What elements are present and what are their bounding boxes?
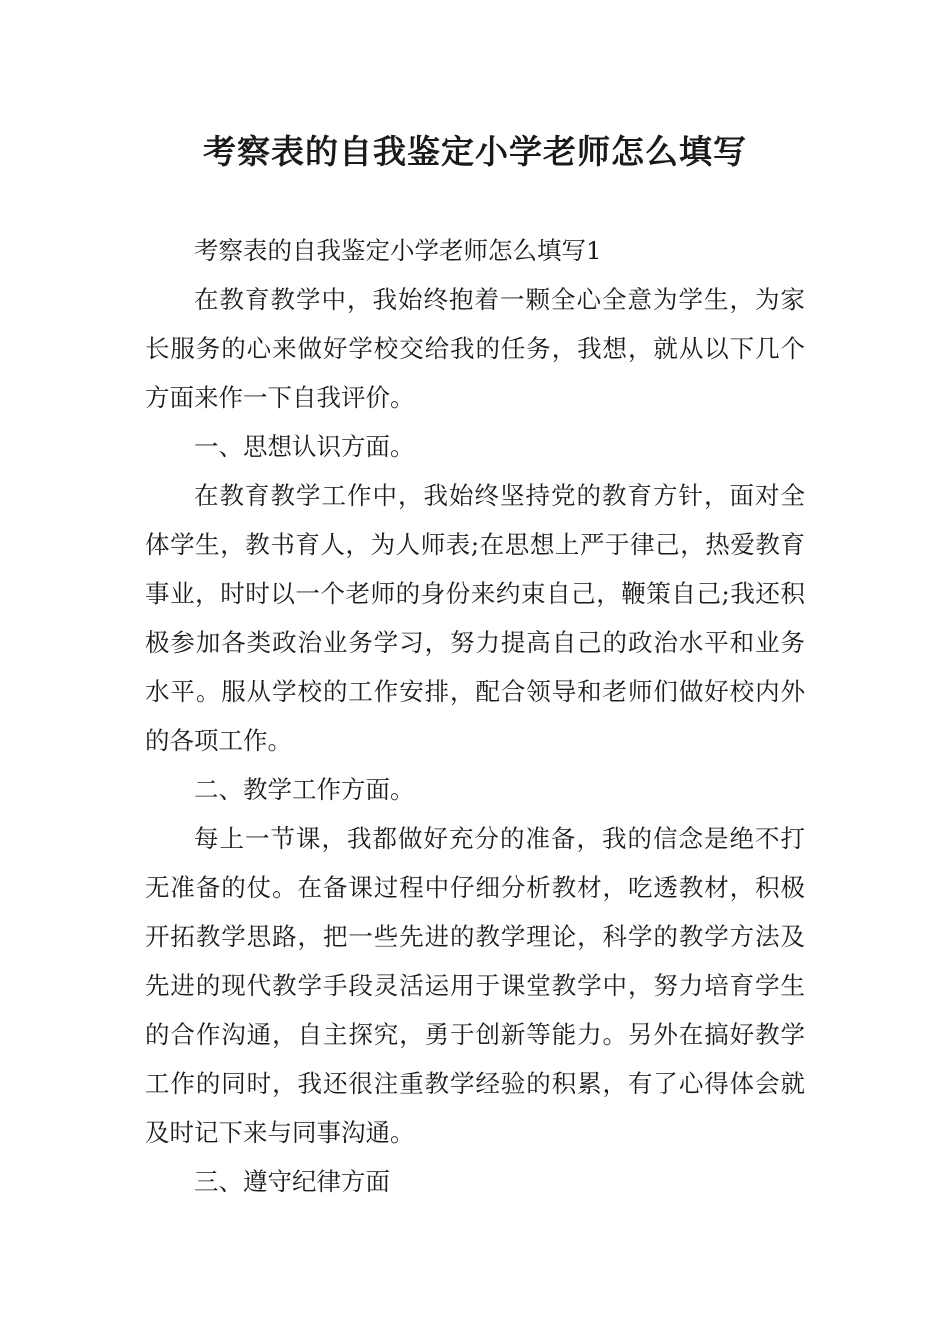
section-heading-1: 一、思想认识方面。 bbox=[194, 432, 415, 461]
subtitle-paragraph: 考察表的自我鉴定小学老师怎么填写1 bbox=[194, 236, 602, 265]
section-2-paragraph: 每上一节课，我都做好充分的准备，我的信念是绝不打无准备的仗。在备课过程中仔细分析教材，吃透教材，积极开拓教学思路，把一些先进的教学理论，科学的教学方法及先进的现代教学手段灵活运用于课堂教学中，努力培育学生的合作沟通，自主探究，勇于创新等能力。另外在搞好教学工作的同时，我还很注重教学经验的积累，有了心得体会就及时记下来与同事沟通。 bbox=[145, 824, 805, 1147]
section-1-paragraph: 在教育教学工作中，我始终坚持党的教育方针，面对全体学生，教书育人，为人师表;在思想上严于律己，热爱教育事业，时时以一个老师的身份来约束自己，鞭策自己;我还积极参加各类政治业务学习，努力提高自己的政治水平和业务水平。服从学校的工作安排，配合领导和老师们做好校内外的各项工作。 bbox=[145, 481, 805, 755]
document-title: 考察表的自我鉴定小学老师怎么填写 bbox=[203, 132, 747, 171]
document-body bbox=[145, 226, 805, 1206]
intro-paragraph: 在教育教学中，我始终抱着一颗全心全意为学生，为家长服务的心来做好学校交给我的任务，我想，就从以下几个方面来作一下自我评价。 bbox=[145, 285, 805, 412]
section-heading-3: 三、遵守纪律方面 bbox=[194, 1167, 390, 1196]
section-heading-2: 二、教学工作方面。 bbox=[194, 775, 415, 804]
